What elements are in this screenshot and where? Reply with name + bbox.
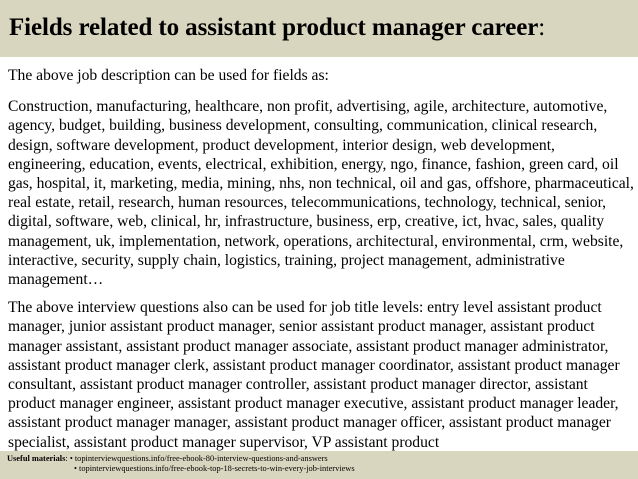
- page-title: [9, 13, 545, 43]
- footer-line-2: [7, 464, 355, 474]
- footer-link-1[interactable]: • topinterviewquestions.info/free-ebook-80-interview-questions-and-answers: [69, 454, 328, 463]
- footer-text: [7, 454, 355, 474]
- intro-paragraph: The above job description can be used for fields as:: [8, 67, 329, 84]
- footer-line-1: [7, 454, 355, 464]
- footer-link-2[interactable]: • topinterviewquestions.info/free-ebook-top-18-secrets-to-win-every-job-interviews: [74, 464, 355, 473]
- title-bar: [0, 0, 638, 57]
- footer-separator: :: [65, 454, 70, 463]
- footer-label: Useful materials: [7, 454, 66, 463]
- footer-bar: [0, 451, 638, 479]
- page-title-text: Fields related to assistant product manager career: [9, 14, 539, 41]
- job-levels-paragraph: The above interview questions also can be used for job title levels: entry level assistant product manager, junior assistant product manager, senior assistant product manager, assistant product manager assistant, assistant product manager associate, assistant product manager administrator, assistant product manager clerk, assistant product manager coordinator, assistant product manager consultant, assistant product manager controller, assistant product manager director, assistant product manager engineer, assistant product manager executive, assistant product manager leader, assistant product manager manager, assistant product manager officer, assistant product manager specialist, assistant product manager supervisor, VP assistant product: [8, 299, 620, 451]
- fields-paragraph: Construction, manufacturing, healthcare, non profit, advertising, agile, architecture, automotive, agency, budget, building, business development, consulting, communication, clinical research, design, software development, product development, interior design, web development, engineering, education, events, electrical, exhibition, energy, ngo, finance, fashion, green card, oil gas, hospital, it, marketing, media, mining, nhs, non technical, oil and gas, offshore, pharmaceutical, real estate, retail, research, human resources, telecommunications, technology, technical, senior, digital, software, web, clinical, hr, infrastructure, business, erp, creative, ict, hvac, sales, quality management, uk, implementation, network, operations, architectural, environmental, crm, website, interactive, security, supply chain, logistics, training, project management, administrative management…: [8, 98, 634, 289]
- main-content: [8, 66, 634, 452]
- page-title-colon: :: [538, 14, 546, 41]
